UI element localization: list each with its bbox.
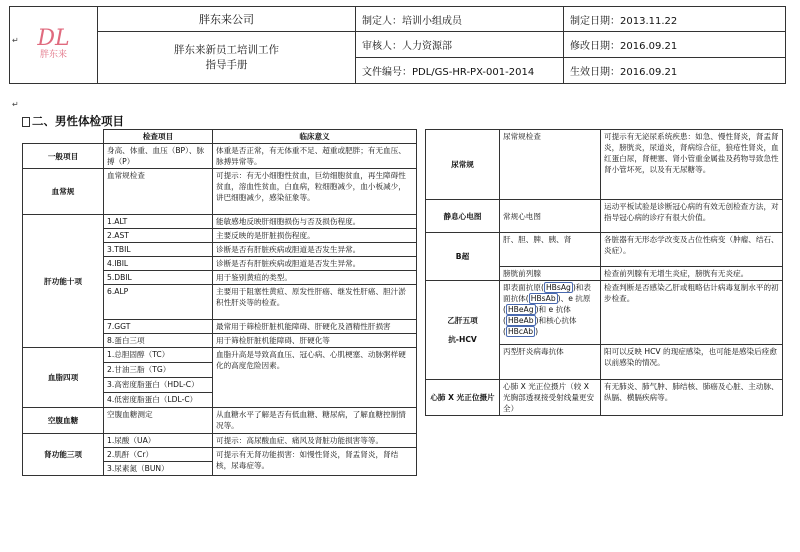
meaning-cell: 可提示有无泌尿系统疾患：如急、慢性肾炎，肾盂肾炎，膀胱炎，尿道炎，肾病综合征，狼疮性肾炎，血红蛋白尿，肾梗塞、肾小管重金属盐及药物导致急性肾小管坏死，以及有无尿糖等。 (601, 130, 783, 200)
item-cell: 心肺 X 光正位摄片（较 X 光胸部透视接受射线量更安全） (500, 380, 601, 416)
meaning-cell: 用于鉴别黄疸的类型。 (213, 271, 417, 285)
item-cell (500, 281, 601, 345)
logo (10, 7, 98, 84)
meaning-cell: 体重是否正常，有无体重不足、超重或肥胖；有无血压、脉搏异常等。 (213, 144, 417, 169)
item-text: )和表面抗体( (503, 283, 591, 303)
category-cell: 血常规 (23, 169, 104, 215)
created-date: 制定日期：2013.11.22 (564, 7, 786, 32)
item-cell: 身高、体重、血压（BP）、脉搏（P） (104, 144, 213, 169)
meaning-cell: 可提示：高尿酸血症、痛风及肾脏功能损害等等。 (213, 434, 417, 448)
doc-title (98, 32, 356, 84)
item-cell: 2.甘油三脂（TG） (104, 363, 213, 378)
column-header-item: 检查项目 (104, 130, 213, 144)
category-cell: 静息心电图 (426, 200, 500, 233)
category-cell: 心肺 X 光正位摄片 (426, 380, 500, 416)
category-cell: 肝功能十项 (23, 215, 104, 348)
item-cell: 空腹血糖测定 (104, 408, 213, 434)
author-field: 制定人：培训小组成员 (356, 7, 564, 32)
anchor-box-icon (22, 117, 30, 127)
category-cell: 尿常规 (426, 130, 500, 200)
item-text: )、e 抗原( (503, 294, 591, 314)
marker-abbr: HBeAg (507, 305, 534, 314)
item-cell: 4.IBIL (104, 257, 213, 271)
meaning-cell: 各脏器有无形态学改变及占位性病变（肿瘤、结石、炎症）。 (601, 233, 783, 267)
item-cell: 7.GGT (104, 320, 213, 334)
item-cell: 2.肌酐（Cr） (104, 448, 213, 462)
company-name: 胖东来公司 (98, 7, 356, 32)
meaning-cell: 有无肺炎、肺气肿、肺结核、肺癌及心脏、主动脉、纵膈、横膈疾病等。 (601, 380, 783, 416)
item-cell: 4.低密度脂蛋白（LDL-C） (104, 393, 213, 408)
item-cell: 2.AST (104, 229, 213, 243)
item-cell: 肝、胆、脾、胰、肾 (500, 233, 601, 267)
meaning-cell: 主要用于阻塞性黄疸、原发性肝癌、继发性肝癌、胆汁淤积性肝炎等的检查。 (213, 285, 417, 320)
marker-abbr: HBcAb (507, 327, 534, 336)
meaning-cell: 检查判断是否感染乙肝或粗略估计病毒复制水平的初步检查。 (601, 281, 783, 345)
checkup-table-right (425, 129, 783, 416)
meaning-cell: 可提示：有无小细胞性贫血，巨幼细胞贫血，再生障碍性贫血，溶血性贫血，白血病，粒细胞减少，血小板减少，讲巴细胞减少，感染征象等。 (213, 169, 417, 215)
paragraph-mark: ↵ (12, 100, 19, 109)
doc-title-line-2: 指导手册 (205, 58, 248, 71)
paragraph-mark: ↵ (12, 36, 19, 45)
meaning-cell: 阳可以反映 HCV 的现症感染，也可能是感染后痊愈以前感染的情况。 (601, 345, 783, 380)
category-cell: 空腹血糖 (23, 408, 104, 434)
meaning-cell: 诊断是否有肝脏疾病或胆道是否发生异常。 (213, 243, 417, 257)
meaning-cell: 能敏感地反映肝细胞损伤与否及损伤程度。 (213, 215, 417, 229)
item-cell: 常规心电图 (500, 200, 601, 233)
item-cell: 1.总胆固醇（TC） (104, 348, 213, 363)
column-header-meaning: 临床意义 (213, 130, 417, 144)
section-title-text: 二、男性体检项目 (32, 114, 124, 128)
meaning-cell: 血脂升高是导致高血压、冠心病、心肌梗塞、动脉粥样硬化的高度危险因素。 (213, 348, 417, 408)
logo-text: 胖东来 (39, 50, 67, 60)
meaning-cell: 可提示有无肾功能损害：如慢性肾炎，肾盂肾炎，肾结核，尿毒症等。 (213, 448, 417, 476)
category-cell: B超 (426, 233, 500, 281)
item-text: )和核心抗体( (503, 316, 577, 336)
item-cell: 3.TBIL (104, 243, 213, 257)
item-cell: 丙型肝炎病毒抗体 (500, 345, 601, 380)
doc-number: 文件编号：PDL/GS-HR-PX-001-2014 (356, 58, 564, 84)
marker-abbr: HBsAb (530, 294, 556, 303)
meaning-cell: 检查前列腺有无增生炎症，膀胱有无炎症。 (601, 267, 783, 281)
item-text: )和 e 抗体( (503, 305, 571, 325)
category-cell: 肾功能三项 (23, 434, 104, 476)
reviewer-field: 审核人：人力资源部 (356, 32, 564, 58)
effective-date: 生效日期：2016.09.21 (564, 58, 786, 84)
item-cell: 血常规检查 (104, 169, 213, 215)
item-text: ) (535, 327, 539, 336)
category-cell: 血脂四项 (23, 348, 104, 408)
category-line-2: 抗-HCV (448, 335, 477, 344)
modified-date: 修改日期：2016.09.21 (564, 32, 786, 58)
category-cell (426, 281, 500, 380)
item-cell: 尿常规检查 (500, 130, 601, 200)
meaning-cell: 主要反映的是肝脏损伤程度。 (213, 229, 417, 243)
doc-title-line-1: 胖东来新员工培训工作 (174, 43, 279, 56)
meaning-cell: 运动平板试验是诊断冠心病的有效无创检查方法，对指导冠心病的诊疗有很大价值。 (601, 200, 783, 233)
item-cell: 3.高密度脂蛋白（HDL-C） (104, 378, 213, 393)
category-line-1: 乙肝五项 (447, 316, 478, 325)
meaning-cell: 诊断是否有肝脏疾病或胆道是否发生异常。 (213, 257, 417, 271)
checkup-table-left (22, 129, 417, 476)
item-cell: 1.ALT (104, 215, 213, 229)
item-cell: 1.尿酸（UA） (104, 434, 213, 448)
document-header (9, 6, 786, 84)
item-cell: 8.蛋白三项 (104, 334, 213, 348)
item-cell: 膀胱前列腺 (500, 267, 601, 281)
blank-cell (23, 130, 104, 144)
meaning-cell: 从血糖水平了解是否有低血糖、糖尿病，了解血糖控制情况等。 (213, 408, 417, 434)
meaning-cell: 最常用于筛检肝脏机能障碍、肝硬化及酒精性肝损害 (213, 320, 417, 334)
marker-abbr: HBsAg (545, 283, 571, 292)
item-text: 即表面抗原( (503, 283, 544, 292)
meaning-cell: 用于筛检肝脏机能障碍、肝硬化等 (213, 334, 417, 348)
item-cell: 6.ALP (104, 285, 213, 320)
marker-abbr: HBeAb (507, 316, 534, 325)
item-cell: 3.尿素氮（BUN） (104, 462, 213, 476)
logo-mark: DL (37, 26, 70, 51)
category-cell: 一般项目 (23, 144, 104, 169)
item-cell: 5.DBIL (104, 271, 213, 285)
section-title (22, 113, 124, 129)
